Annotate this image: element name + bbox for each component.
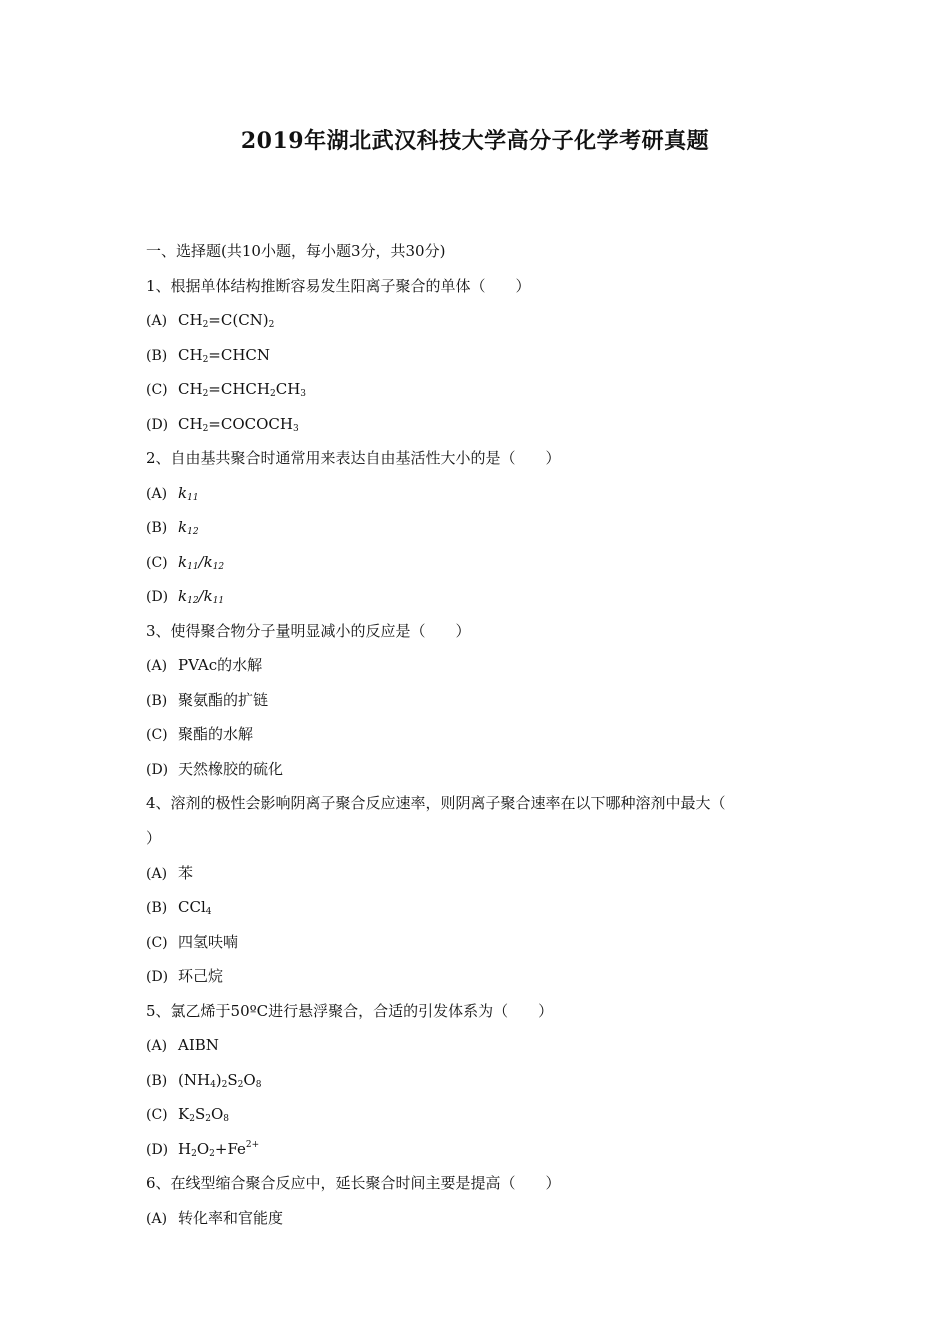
option-label: (A) <box>146 1038 168 1054</box>
option-item <box>146 1207 816 1242</box>
option-item <box>146 896 816 931</box>
section-heading: 一、选择题(共10小题，每小题3分，共30分) <box>146 242 446 260</box>
option-text: 天然橡胶的硫化 <box>178 759 284 778</box>
question-stem: 6、在线型缩合聚合反应中，延长聚合时间主要是提高（ ） <box>146 1174 561 1192</box>
option-text: $(NH_4)_2S_2O_8$ <box>178 1070 262 1090</box>
option-item <box>146 758 816 793</box>
option-text: 四氢呋喃 <box>178 932 239 951</box>
option-label: (C) <box>146 382 168 398</box>
option-text: $K_2S_2O_8$ <box>178 1105 230 1124</box>
option-label: (A) <box>146 865 168 882</box>
option-item <box>146 1138 816 1173</box>
option-text: 苯 <box>178 863 194 882</box>
option-item <box>146 862 816 897</box>
question-list <box>146 240 816 1241</box>
option-item <box>146 1103 816 1138</box>
option-item <box>146 1034 816 1069</box>
option-item <box>146 931 816 966</box>
option-label: (D) <box>146 1141 169 1158</box>
option-text: $k_{11}/k_{12}$ <box>178 552 225 572</box>
option-label: (D) <box>146 416 169 433</box>
option-text: 聚酯的水解 <box>178 725 254 743</box>
question-stem: 4、溶剂的极性会影响阴离子聚合反应速率，则阴离子聚合速率在以下哪种溶剂中最大（ <box>146 794 726 812</box>
option-text: 转化率和官能度 <box>178 1208 284 1227</box>
option-item <box>146 482 816 517</box>
question-stem: 2、自由基共聚合时通常用来表达自由基活性大小的是（ ） <box>146 449 561 467</box>
option-label: (A) <box>146 313 168 329</box>
question-stem-tail: ） <box>146 828 162 847</box>
option-item <box>146 309 816 344</box>
option-label: (B) <box>146 1072 168 1089</box>
option-item <box>146 413 816 448</box>
option-item <box>146 378 816 413</box>
option-label: (B) <box>146 347 168 364</box>
question-stem: 5、氯乙烯于50ºC进行悬浮聚合，合适的引发体系为（ ） <box>146 1001 554 1020</box>
option-label: (A) <box>146 1210 168 1227</box>
question-stem: 3、使得聚合物分子量明显减小的反应是（ ） <box>146 621 471 640</box>
option-text: PVAc的水解 <box>178 656 263 674</box>
option-label: (D) <box>146 589 169 605</box>
option-label: (A) <box>146 485 168 502</box>
option-text: $CH_2=CHCN$ <box>178 345 271 365</box>
option-label: (A) <box>146 658 168 674</box>
option-label: (C) <box>146 934 168 951</box>
option-text: $H_2O_2+Fe^{2+}$ <box>178 1139 260 1159</box>
option-item <box>146 344 816 379</box>
option-text: CCl$_4$ <box>178 898 212 917</box>
option-item <box>146 516 816 551</box>
option-text: $k_{11}$ <box>178 483 199 503</box>
option-item <box>146 551 816 586</box>
option-text: $CH_2=C(CN)_2$ <box>178 311 275 330</box>
option-text: $k_{12}$ <box>178 518 199 537</box>
option-item <box>146 654 816 689</box>
option-text: 环己烷 <box>178 967 224 985</box>
option-item <box>146 723 816 758</box>
option-text: $CH_2=COCOCH_3$ <box>178 414 299 434</box>
option-label: (D) <box>146 969 169 985</box>
option-label: (C) <box>146 554 168 571</box>
option-item <box>146 585 816 620</box>
option-text: $k_{12}/k_{11}$ <box>178 587 225 606</box>
option-label: (C) <box>146 1107 168 1123</box>
option-text: $CH_2=CHCH_2CH_3$ <box>178 380 307 399</box>
option-label: (B) <box>146 520 168 536</box>
option-text: 聚氨酯的扩链 <box>178 690 269 709</box>
option-label: (B) <box>146 692 168 709</box>
option-item <box>146 1069 816 1104</box>
option-item <box>146 689 816 724</box>
option-label: (D) <box>146 761 169 778</box>
option-label: (B) <box>146 900 168 916</box>
option-label: (C) <box>146 727 168 743</box>
option-text: AIBN <box>178 1036 219 1054</box>
option-item <box>146 965 816 1000</box>
question-stem: 1、根据单体结构推断容易发生阳离子聚合的单体（ ） <box>146 276 531 295</box>
page-title: 2019年湖北武汉科技大学高分子化学考研真题 <box>240 128 710 154</box>
